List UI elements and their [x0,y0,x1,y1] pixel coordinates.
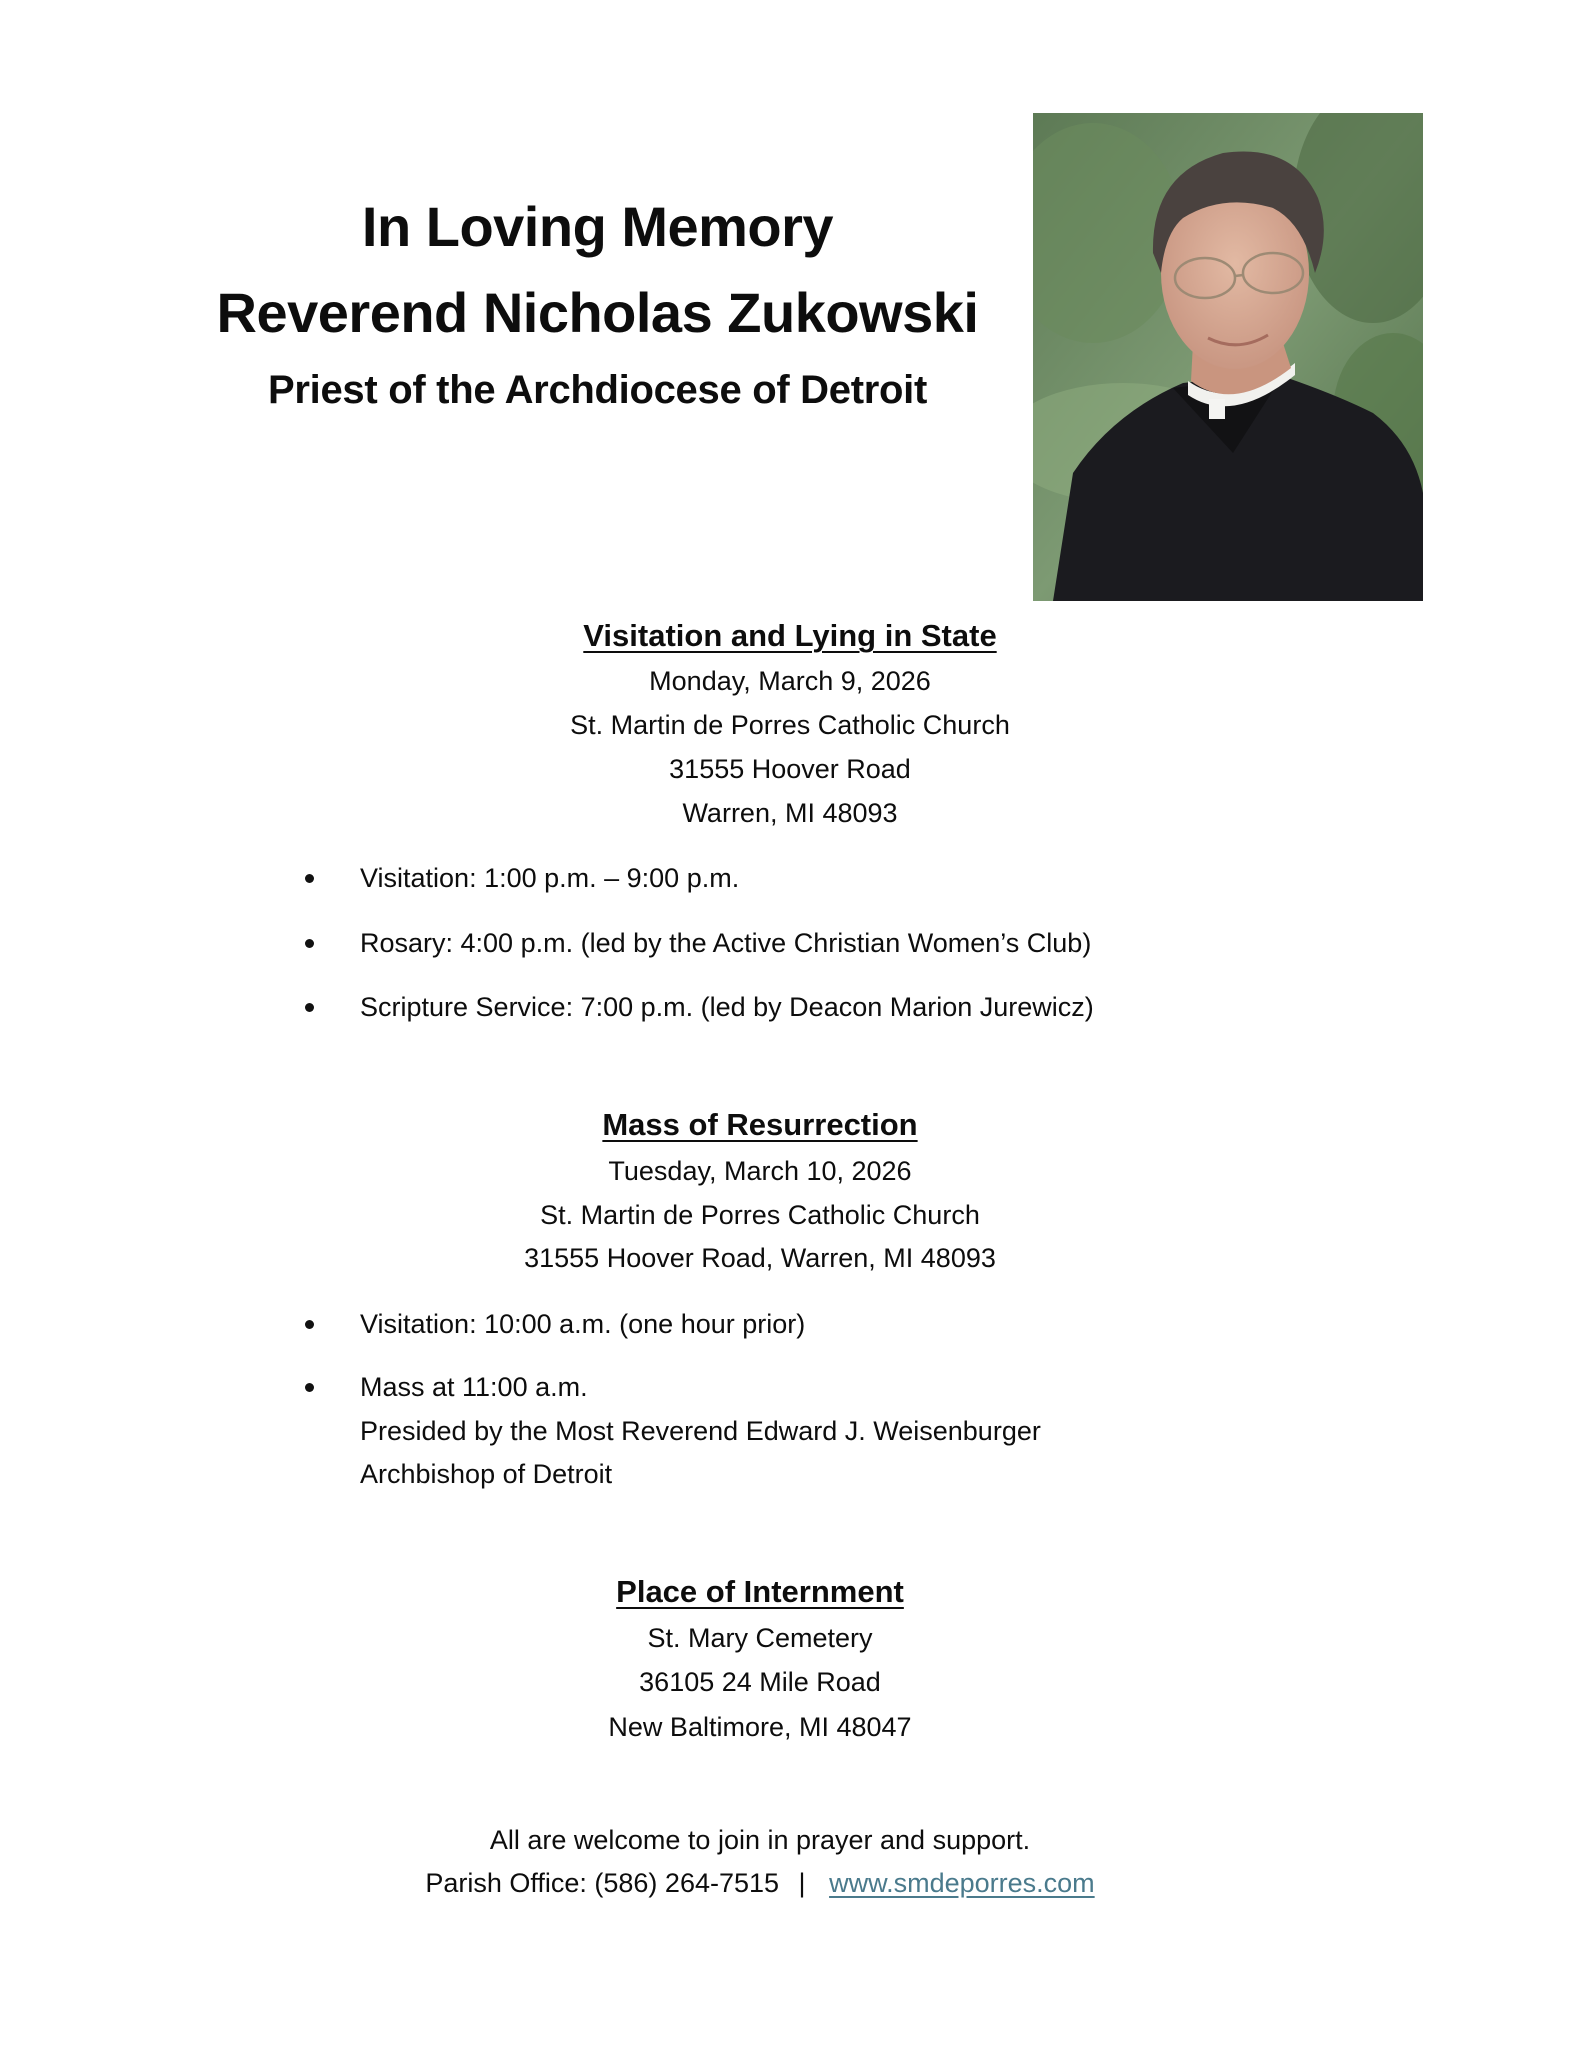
list-item-text: Scripture Service: 7:00 p.m. (led by Deacon Marion Jurewicz) [360,992,1094,1022]
list-item-text: Rosary: 4:00 p.m. (led by the Active Christian Women’s Club) [360,928,1092,958]
deceased-subtitle: Priest of the Archdiocese of Detroit [268,368,927,412]
bullet-icon [305,1383,314,1392]
welcome-message: All are welcome to join in prayer and support. [489,1825,1031,1855]
list-item-presider-title: Archbishop of Detroit [360,1459,613,1489]
bullet-icon [305,1320,314,1329]
visitation-location: St. Martin de Porres Catholic Church [570,710,1010,740]
parish-office-phone: Parish Office: (586) 264-7515 [425,1868,780,1898]
visitation-address-line1: 31555 Hoover Road [669,754,911,784]
page-title: In Loving Memory [361,195,834,258]
deceased-name: Reverend Nicholas Zukowski [216,281,979,344]
section-heading-mass: Mass of Resurrection [602,1107,918,1142]
website-link[interactable]: www.smdeporres.com [829,1868,1095,1898]
footer-separator: | [798,1868,806,1898]
bullet-icon [305,874,314,883]
section-heading-internment: Place of Internment [616,1574,904,1609]
list-item-text: Visitation: 1:00 p.m. – 9:00 p.m. [360,863,740,893]
list-item-presider: Presided by the Most Reverend Edward J. Weisenburger [360,1416,1041,1446]
cemetery-name: St. Mary Cemetery [647,1623,873,1653]
mass-location: St. Martin de Porres Catholic Church [540,1200,980,1230]
cemetery-address-line1: 36105 24 Mile Road [639,1667,881,1697]
memorial-header [150,0,1045,600]
bullet-icon [305,939,314,948]
list-item-text: Visitation: 10:00 a.m. (one hour prior) [360,1309,806,1339]
section-heading-visitation: Visitation and Lying in State [583,618,997,653]
mass-date: Tuesday, March 10, 2026 [608,1156,912,1186]
footer-contact [260,1868,1260,1899]
visitation-address-line2: Warren, MI 48093 [682,798,898,828]
visitation-date: Monday, March 9, 2026 [649,666,931,696]
list-item-text: Mass at 11:00 a.m. [360,1372,588,1402]
mass-address: 31555 Hoover Road, Warren, MI 48093 [524,1243,996,1273]
bullet-icon [305,1003,314,1012]
cemetery-address-line2: New Baltimore, MI 48047 [608,1712,912,1742]
portrait-photo [1033,113,1423,601]
